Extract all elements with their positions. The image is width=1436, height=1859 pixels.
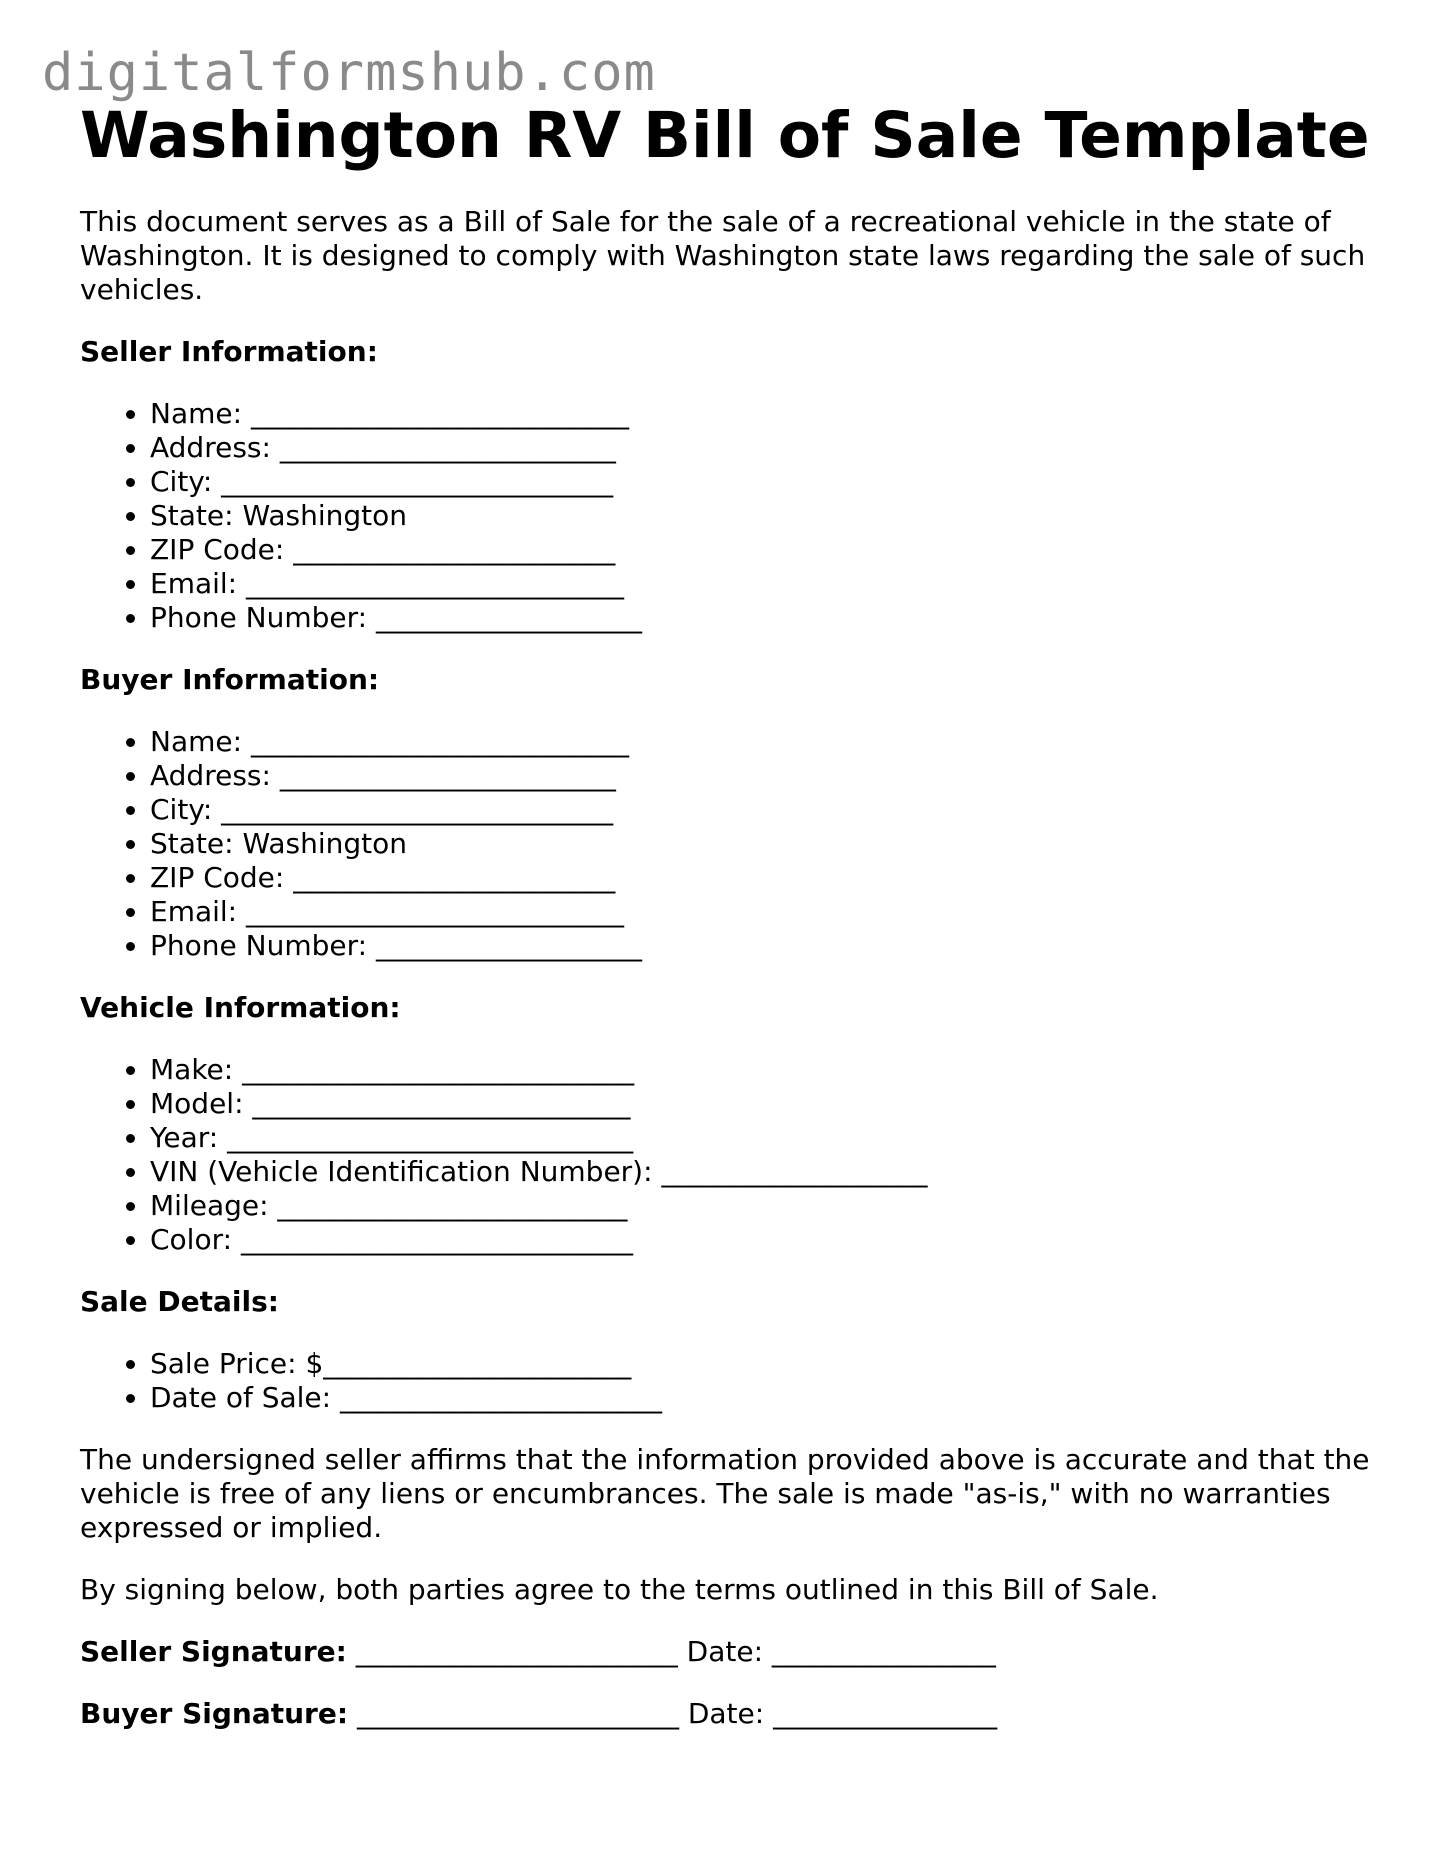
vehicle-make-field[interactable]: • Make: ____________________________: [150, 1053, 1370, 1087]
vehicle-model-field[interactable]: • Model: ___________________________: [150, 1087, 1370, 1121]
vehicle-color-field[interactable]: • Color: ____________________________: [150, 1223, 1370, 1257]
seller-list: [80, 397, 1370, 635]
sale-heading: Sale Details:: [80, 1285, 279, 1318]
buyer-signature-line[interactable]: _______________________ Date: ________________: [356, 1697, 998, 1730]
seller-email-field[interactable]: • Email: ___________________________: [150, 567, 1370, 601]
watermark-text: digitalformshub.com: [42, 43, 656, 103]
agreement-paragraph: By signing below, both parties agree to the terms outlined in this Bill of Sale.: [80, 1573, 1159, 1606]
buyer-signature-row: [80, 1697, 1370, 1731]
seller-city-field[interactable]: • City: ____________________________: [150, 465, 1370, 499]
affirmation-paragraph: The undersigned seller affirms that the information provided above is accurate and that the vehicle is free of any liens or encumbrances. The sale is made "as-is," with no warranties expressed or implied.: [80, 1443, 1370, 1544]
seller-address-field[interactable]: • Address: ________________________: [150, 431, 1370, 465]
sale-price-field[interactable]: • Sale Price: $______________________: [150, 1347, 1370, 1381]
buyer-signature-label: Buyer Signature:: [80, 1697, 349, 1730]
seller-phone-field[interactable]: • Phone Number: ___________________: [150, 601, 1370, 635]
vehicle-year-field[interactable]: • Year: _____________________________: [150, 1121, 1370, 1155]
seller-signature-row: [80, 1635, 1370, 1669]
buyer-phone-field[interactable]: • Phone Number: ___________________: [150, 929, 1370, 963]
page-title: Washington RV Bill of Sale Template: [80, 99, 1370, 172]
buyer-state-field: • State: Washington: [150, 827, 1370, 861]
buyer-heading: Buyer Information:: [80, 663, 380, 696]
sale-list: [80, 1347, 1370, 1415]
buyer-email-field[interactable]: • Email: ___________________________: [150, 895, 1370, 929]
seller-signature-line[interactable]: _______________________ Date: ________________: [355, 1635, 996, 1668]
seller-zip-field[interactable]: • ZIP Code: _______________________: [150, 533, 1370, 567]
seller-state-field: • State: Washington: [150, 499, 1370, 533]
vehicle-list: [80, 1053, 1370, 1257]
intro-paragraph: This document serves as a Bill of Sale for the sale of a recreational vehicle in the state of Washington. It is designed to comply with Washington state laws regarding the sale of such vehicles.: [80, 205, 1366, 306]
buyer-city-field[interactable]: • City: ____________________________: [150, 793, 1370, 827]
sale-date-field[interactable]: • Date of Sale: _______________________: [150, 1381, 1370, 1415]
buyer-address-field[interactable]: • Address: ________________________: [150, 759, 1370, 793]
document-body: [80, 205, 1370, 1759]
seller-heading: Seller Information:: [80, 335, 378, 368]
buyer-name-field[interactable]: • Name: ___________________________: [150, 725, 1370, 759]
seller-signature-label: Seller Signature:: [80, 1635, 347, 1668]
buyer-zip-field[interactable]: • ZIP Code: _______________________: [150, 861, 1370, 895]
buyer-list: [80, 725, 1370, 963]
vehicle-vin-field[interactable]: • VIN (Vehicle Identification Number): ___________________: [150, 1155, 1370, 1189]
vehicle-heading: Vehicle Information:: [80, 991, 401, 1024]
vehicle-mileage-field[interactable]: • Mileage: _________________________: [150, 1189, 1370, 1223]
seller-name-field[interactable]: • Name: ___________________________: [150, 397, 1370, 431]
